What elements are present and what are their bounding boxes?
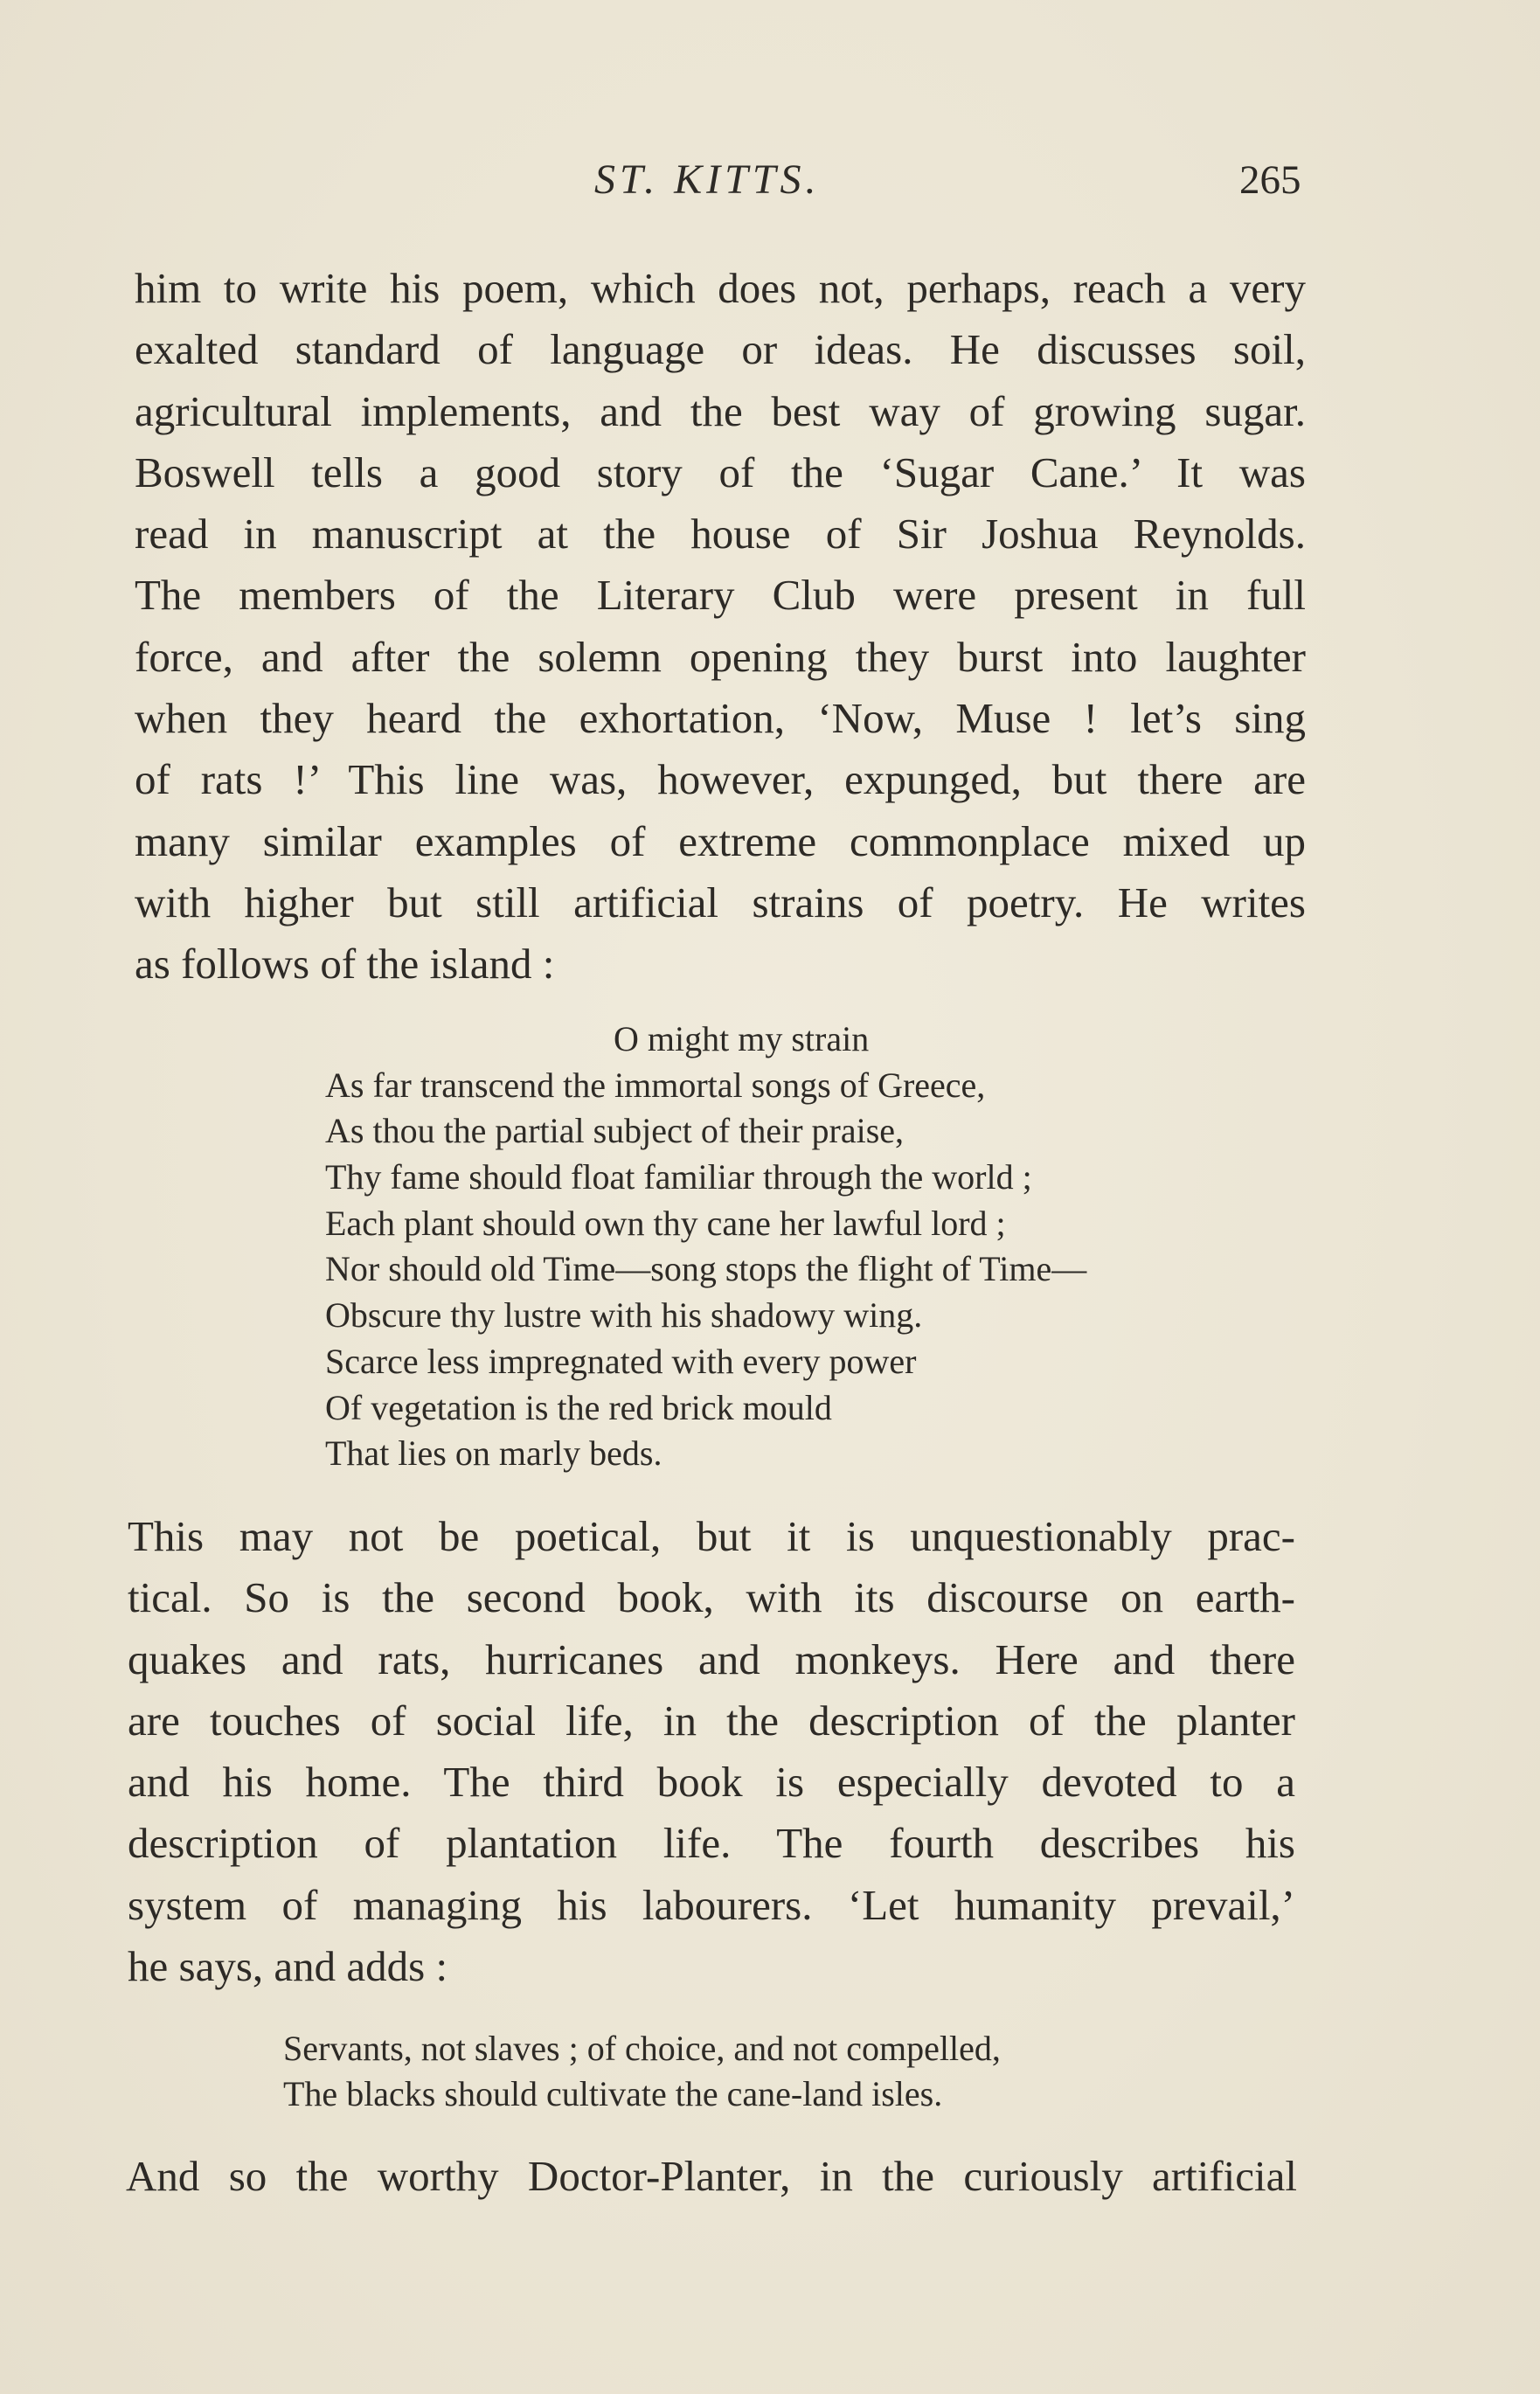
verse-line: Each plant should own thy cane her lawful lord ; [325,1203,1006,1243]
verse-line: As thou the partial subject of their praise, [325,1111,905,1151]
text-line: force, and after the solemn opening they burst into laughter [135,632,1306,681]
verse-line: As far transcend the immortal songs of Greece, [325,1065,986,1105]
text-line: agricultural implements, and the best way of growing sugar. [135,386,1306,435]
verse-quotation-2 [283,2026,1001,2117]
verse-line: Servants, not slaves ; of choice, and not compelled, [283,2029,1001,2068]
text-line: and his home. The third book is especially devoted to a [128,1758,1295,1807]
text-line: are touches of social life, in the description of the planter [128,1696,1295,1745]
text-line: description of plantation life. The fourth describes his [128,1819,1295,1868]
text-line: when they heard the exhortation, ‘Now, Muse ! let’s sing [135,694,1306,743]
text-line: he says, and adds : [128,1942,448,1991]
text-line: as follows of the island : [135,940,555,989]
text-line: The members of the Literary Club were present in full [135,571,1306,620]
paragraph-2 [128,1506,1295,1997]
verse-line: Of vegetation is the red brick mould [325,1387,832,1427]
verse-quotation-1 [325,1017,1086,1477]
verse-line: Thy fame should float familiar through the world ; [325,1157,1032,1197]
text-line: exalted standard of language or ideas. He discusses soil, [135,325,1306,374]
paragraph-1 [135,258,1306,996]
verse-line: Obscure thy lustre with his shadowy wing. [325,1295,923,1336]
page-number: 265 [1239,157,1301,203]
running-head [0,154,1540,206]
verse-line: That lies on marly beds. [325,1433,662,1474]
text-line: system of managing his labourers. ‘Let humanity prevail,’ [128,1880,1295,1929]
text-line: him to write his poem, which does not, perhaps, reach a very [135,264,1306,312]
running-title: ST. KITTS. [594,156,821,203]
text-line: And so the worthy Doctor-Planter, in the curiously artificial [126,2152,1297,2200]
verse-line: Nor should old Time—song stops the flight of Time— [325,1249,1087,1289]
paragraph-3 [126,2146,1297,2207]
text-line: of rats !’ This line was, however, expunged, but there are [135,755,1306,804]
text-line: quakes and rats, hurricanes and monkeys. Here and there [128,1634,1295,1683]
text-line: Boswell tells a good story of the ‘Sugar Cane.’ It was [135,448,1306,496]
text-line: This may not be poetical, but it is unquestionably prac- [128,1512,1295,1560]
text-line: with higher but still artificial strains of poetry. He writes [135,878,1306,926]
verse-line: The blacks should cultivate the cane-land isles. [283,2074,943,2113]
text-line: tical. So is the second book, with its discourse on earth- [128,1573,1295,1622]
verse-line: Scarce less impregnated with every power [325,1341,917,1381]
text-line: read in manuscript at the house of Sir Joshua Reynolds. [135,510,1306,559]
verse-line: O might my strain [614,1019,870,1058]
text-line: many similar examples of extreme commonplace mixed up [135,816,1306,865]
